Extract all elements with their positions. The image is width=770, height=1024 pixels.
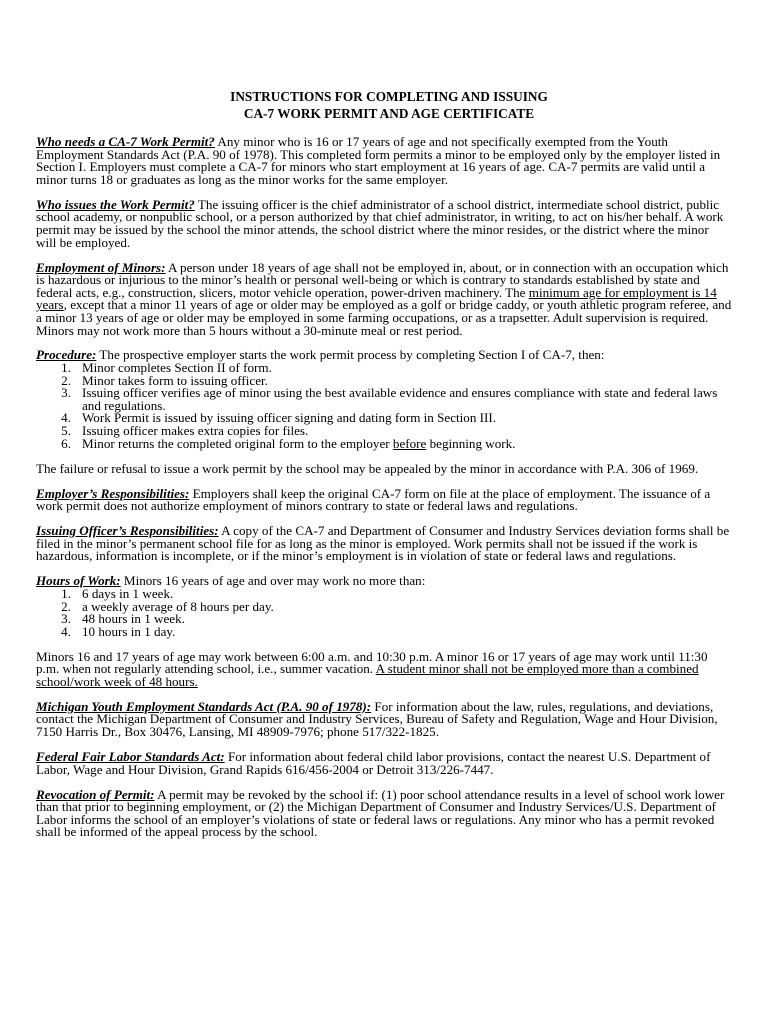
hours-list: [36, 585, 732, 639]
federal-act-text: For information about federal child labor provisions, contact the nearest U.S. Department of Labor, Wage and Hour Division, Grand Rapids 616/456-2004 or Detroit 313/226-7447.: [36, 749, 711, 777]
revocation-text: A permit may be revoked by the school if: (1) poor school attendance results in a level of school work lower than that prior to beginning employment, or (2) the Michigan Department of Consumer and Industry Services/U.S. Department of Labor informs the school of an employer’s violations of state or federal laws or regulations. Any minor who has a permit revoked shall be informed of the appeal process by the school.: [36, 786, 725, 840]
item-text: 10 hours in 1 day.: [82, 623, 176, 639]
employment-text-2: , except that a minor 11 years of age or older may be employed as a golf or bridge caddy, or youth athletic program referee, and a minor 13 years of age or older may be employed in some farming occupations, or as a trapsetter. Adult supervision is required. Minors may not work more than 5 hours without a 30-minute meal or rest period.: [36, 297, 732, 338]
federal-act-heading: Federal Fair Labor Standards Act:: [36, 749, 225, 765]
document-page: [36, 88, 732, 851]
hours-section: [36, 575, 732, 638]
step-text-end: beginning work.: [426, 435, 516, 451]
item-text: a weekly average of 8 hours per day.: [82, 598, 274, 614]
item-number: 1.: [61, 585, 71, 601]
document-title: [46, 88, 732, 122]
michigan-act-text: For information about the law, rules, regulations, and deviations, contact the Michigan Department of Consumer and Industry Services, Bureau of Safety and Regulation, Wage and Hour Division, 7150 Harris Dr., Box 30476, Lansing, MI 48909-7976; phone 517/322-1825.: [36, 698, 718, 740]
employer-text: Employers shall keep the original CA-7 form on file at the place of employment. The issuance of a work permit does not authorize employment of minors contrary to state or federal laws and regulations.: [36, 485, 711, 514]
michigan-act-heading: Michigan Youth Employment Standards Act (P.A. 90 of 1978):: [36, 698, 372, 714]
appeal-text: The failure or refusal to issue a work permit by the school may be appealed by the minor in accordance with P.A. 306 of 1969.: [36, 460, 699, 476]
title-line-1: INSTRUCTIONS FOR COMPLETING AND ISSUING: [230, 89, 548, 104]
student-minor-text: A student minor shall not be employed more than a combined school/work week of 48 hours.: [36, 661, 699, 689]
item-number: 4.: [61, 623, 71, 639]
step-text: Minor returns the completed original form to the employer: [82, 435, 393, 451]
revocation-heading: Revocation of Permit:: [36, 786, 155, 802]
hours-text: Minors 16 years of age and over may work no more than:: [120, 573, 426, 589]
employment-text-1: A person under 18 years of age shall not be employed in, about, or in connection with an occupation which is hazardous or injurious to the minor’s health or personal well-being or which is contrary to standards established by state and federal acts, e.g., construction, slicers, motor vehicle operation, power-driven machinery. The: [36, 259, 729, 300]
employment-section: [36, 259, 732, 338]
step-text: Work Permit is issued by issuing officer signing and dating form in Section III.: [82, 410, 497, 426]
revocation-section: [36, 786, 732, 840]
step-text: Issuing officer verifies age of minor using the best available evidence and ensures compliance with state and federal laws and regulations.: [82, 385, 718, 413]
issuing-officer-heading: Issuing Officer’s Responsibilities:: [36, 523, 219, 539]
step-number: 3.: [61, 385, 71, 401]
step-text: Minor completes Section II of form.: [82, 360, 272, 376]
item-number: 3.: [61, 611, 71, 627]
procedure-text: The prospective employer starts the work permit process by completing Section I of CA-7, then:: [96, 347, 605, 363]
procedure-steps: [36, 362, 732, 450]
appeal-section: [36, 460, 732, 476]
employer-section: [36, 485, 732, 514]
list-item: [36, 623, 732, 639]
issuing-officer-text: A copy of the CA-7 and Department of Consumer and Industry Services deviation forms shall be filed in the minor’s permanent school file for as long as the minor is employed. Work permits shall not be issued if the work is hazardous, information is incomplete, or if the minor’s employment is in violation of state or federal laws and regulations.: [36, 523, 730, 564]
procedure-section: [36, 349, 732, 450]
procedure-heading: Procedure:: [36, 347, 97, 363]
step-number: 2.: [61, 372, 71, 388]
step-number: 4.: [61, 410, 71, 426]
minors-hours-text: Minors 16 and 17 years of age may work between 6:00 a.m. and 10:30 p.m. A minor 16 or 17 years of age may work until 11:30 p.m. when not regularly attending school, i.e., summer vacation.: [36, 648, 708, 677]
item-text: 48 hours in 1 week.: [82, 611, 185, 627]
who-issues-text: The issuing officer is the chief administrator of a school district, intermediate school district, public school academy, or nonpublic school, or a person authorized by that chief administrator, in writing, to act on his/her behalf. A work permit may be issued by the school the minor attends, the school district where the minor resides, or the district where the minor will be employed.: [36, 196, 724, 250]
item-text: 6 days in 1 week.: [82, 585, 174, 601]
issuing-officer-section: [36, 525, 732, 563]
federal-act-section: [36, 751, 732, 776]
step-number: 5.: [61, 423, 71, 439]
step-number: 1.: [61, 360, 71, 376]
who-needs-heading: Who needs a CA-7 Work Permit?: [36, 134, 215, 149]
hours-heading: Hours of Work:: [36, 573, 121, 589]
minimum-age-text: minimum age for employment is 14 years: [36, 284, 717, 313]
before-text: before: [392, 435, 427, 451]
item-number: 2.: [61, 598, 71, 614]
employment-heading: Employment of Minors:: [36, 259, 166, 275]
minors-hours-section: [36, 648, 732, 689]
list-item: [36, 435, 732, 451]
michigan-act-section: [36, 698, 732, 740]
step-number: 6.: [61, 435, 71, 451]
employer-heading: Employer’s Responsibilities:: [36, 485, 190, 501]
title-line-2: CA-7 WORK PERMIT AND AGE CERTIFICATE: [243, 106, 535, 121]
who-issues-section: [36, 196, 732, 250]
who-issues-heading: Who issues the Work Permit?: [36, 196, 195, 212]
who-needs-section: [36, 136, 732, 186]
step-text: Minor takes form to issuing officer.: [82, 372, 268, 388]
step-text: Issuing officer makes extra copies for files.: [82, 423, 309, 439]
list-item: [36, 387, 732, 412]
who-needs-text: Any minor who is 16 or 17 years of age and not specifically exempted from the Youth Employment Standards Act (P.A. 90 of 1978). This completed form permits a minor to be employed only by the employer listed in Section I. Employers must complete a CA-7 for minors who start employment at 16 years of age. CA-7 permits are valid until a minor turns 18 or graduates as long as the minor works for the same employer.: [36, 134, 721, 187]
